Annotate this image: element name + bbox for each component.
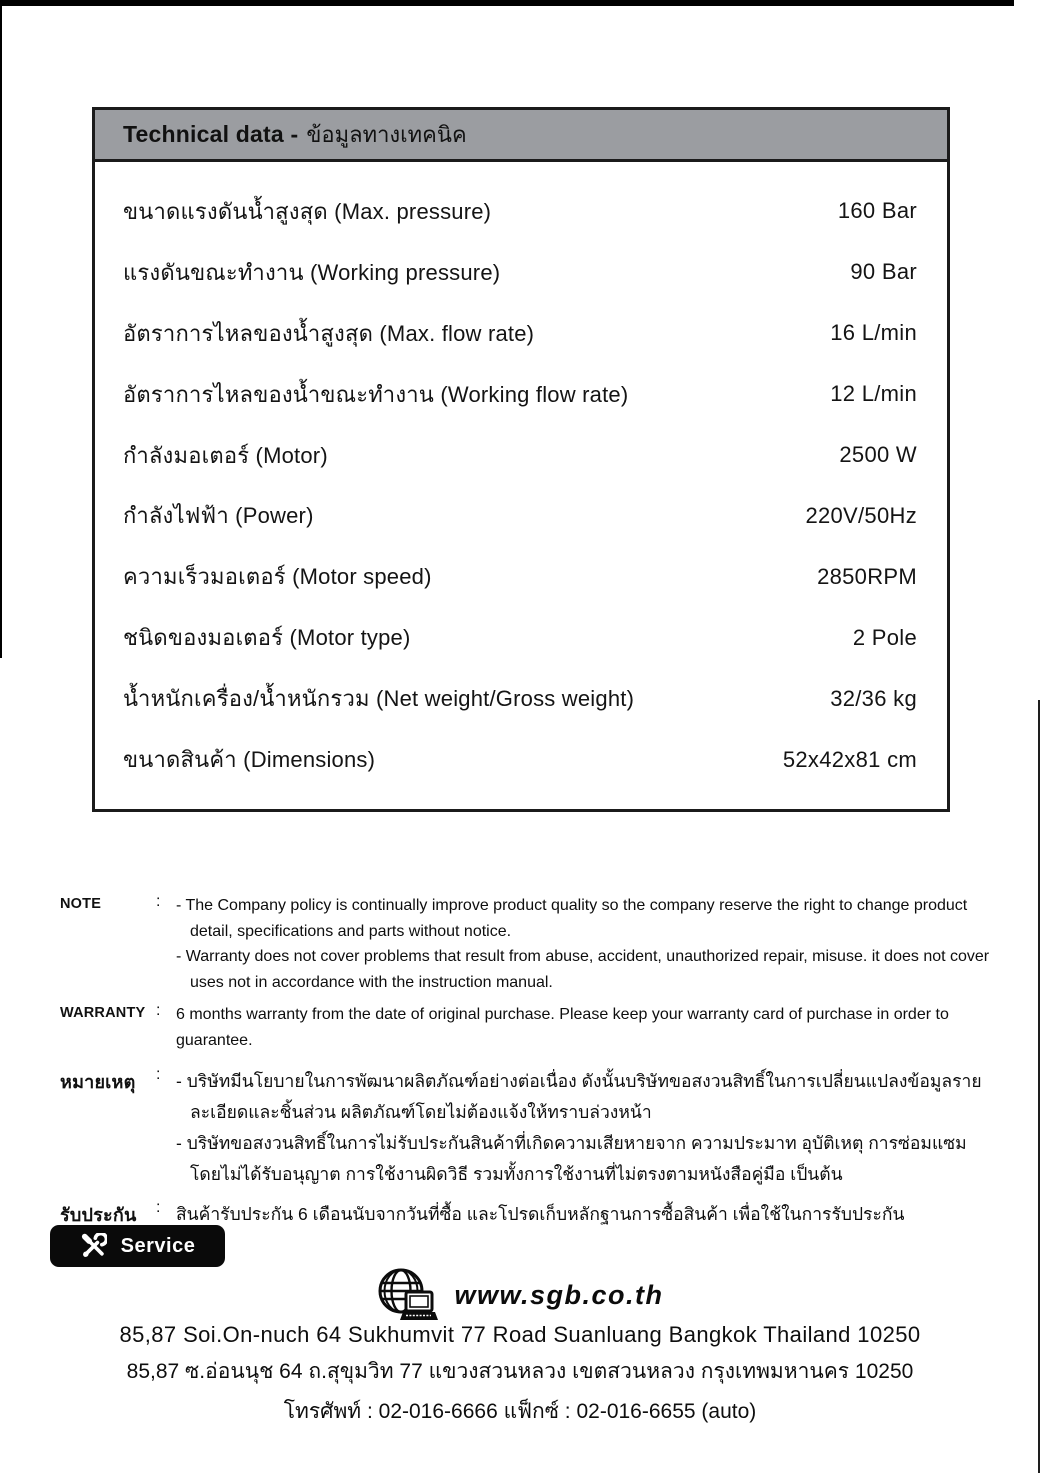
spec-row xyxy=(95,620,947,655)
note-label: NOTE xyxy=(60,896,102,912)
spec-value: 16 L/min xyxy=(830,320,917,346)
spec-row xyxy=(95,438,947,473)
spec-value: 52x42x81 cm xyxy=(782,746,917,772)
note-colon: : xyxy=(156,1066,161,1083)
note-body xyxy=(176,893,992,995)
note-line: 6 months warranty from the date of original purchase. Please keep your warranty card of purchase in order to guarantee. xyxy=(176,1006,949,1049)
phone-fax-line: โทรศัพท์ : 02-016-6666 แฟ็กซ์ : 02-016-6655 (auto) xyxy=(283,1400,757,1423)
spec-label: แรงดันขณะทำงาน (Working pressure) xyxy=(123,259,501,285)
note-body xyxy=(176,1199,992,1230)
scan-artifact-left xyxy=(0,0,2,658)
spec-value: 2 Pole xyxy=(852,624,917,650)
note-body xyxy=(176,1066,992,1190)
globe-laptop-icon xyxy=(376,1266,438,1324)
note-line: สินค้ารับประกัน 6 เดือนนับจากวันที่ซื้อ และโปรดเก็บหลักฐานการซื้อสินค้า เพื่อใช้ในการรับประกัน xyxy=(176,1204,905,1224)
service-label: Service xyxy=(120,1234,196,1257)
spec-label: ความเร็วมอเตอร์ (Motor speed) xyxy=(123,564,432,590)
note-line: - บริษัทขอสงวนสิทธิ์ในการไม่รับประกันสินค้าที่เกิดความเสียหายจาก ความประมาท อุบัติเหตุ การซ่อมแซมโดยไม่ได้รับอนุญาต การใช้งานผิดวิธี รวมทั้งการใช้งานที่ไม่ตรงตามหนังสือคู่มือ เป็นต้น xyxy=(176,1133,967,1184)
spec-row xyxy=(95,681,947,716)
website-row xyxy=(0,1266,1040,1324)
technical-data-box xyxy=(92,107,950,812)
spec-row xyxy=(95,498,947,533)
spec-row xyxy=(95,559,947,594)
spec-label: กำลังมอเตอร์ (Motor) xyxy=(123,442,328,468)
spec-row xyxy=(95,194,947,229)
spec-value: 90 Bar xyxy=(850,259,917,285)
note-line: - บริษัทมีนโยบายในการพัฒนาผลิตภัณฑ์อย่างต่อเนื่อง ดังนั้นบริษัทขอสงวนสิทธิ์ในการเปลี่ยนแปลงข้อมูลรายละเอียดและชิ้นส่วน ผลิตภัณฑ์โดยไม่ต้องแจ้งให้ทราบล่วงหน้า xyxy=(176,1071,982,1122)
note-line: - Warranty does not cover problems that result from abuse, accident, unauthorized repair, misuse. it does not cover uses not in accordance with the instruction manual. xyxy=(176,948,990,991)
notes-section xyxy=(60,893,992,1230)
note-label: หมายเหตุ xyxy=(60,1072,136,1092)
spec-row xyxy=(95,255,947,290)
spec-label: อัตราการไหลของน้ำขณะทำงาน (Working flow rate) xyxy=(123,381,629,407)
spec-row xyxy=(95,316,947,351)
service-badge xyxy=(50,1225,225,1267)
spec-label: ชนิดของมอเตอร์ (Motor type) xyxy=(123,625,411,651)
spec-value: 32/36 kg xyxy=(830,685,917,711)
spec-value: 12 L/min xyxy=(830,381,917,407)
note-label: รับประกัน xyxy=(60,1205,137,1225)
spec-value: 2500 W xyxy=(839,442,917,468)
spec-label: กำลังไฟฟ้า (Power) xyxy=(123,503,314,529)
note-row xyxy=(60,1066,992,1190)
page-title-en: Technical data - xyxy=(123,121,299,147)
spec-label: ขนาดสินค้า (Dimensions) xyxy=(123,747,376,773)
spec-label: อัตราการไหลของน้ำสูงสุด (Max. flow rate) xyxy=(123,320,535,346)
address-line-th: 85,87 ซ.อ่อนนุช 64 ถ.สุขุมวิท 77 แขวงสวนหลวง เขตสวนหลวง กรุงเทพมหานคร 10250 xyxy=(126,1360,914,1383)
address-block xyxy=(0,1322,1040,1428)
address-line-en: 85,87 Soi.On-nuch 64 Sukhumvit 77 Road Suanluang Bangkok Thailand 10250 xyxy=(119,1322,921,1347)
spec-table xyxy=(95,162,947,809)
scan-artifact-top xyxy=(0,0,1014,6)
spec-label: ขนาดแรงดันน้ำสูงสุด (Max. pressure) xyxy=(123,198,492,224)
spec-value: 220V/50Hz xyxy=(805,502,917,528)
note-row xyxy=(60,893,992,995)
technical-data-header xyxy=(95,110,947,162)
spec-label: น้ำหนักเครื่อง/น้ำหนักรวม (Net weight/Gross weight) xyxy=(123,686,635,712)
note-row xyxy=(60,1002,992,1053)
note-colon: : xyxy=(156,1199,161,1216)
spec-row xyxy=(95,742,947,777)
page-title-th: ข้อมูลทางเทคนิค xyxy=(306,122,467,147)
note-label: WARRANTY xyxy=(60,1005,146,1021)
wrench-screwdriver-icon xyxy=(80,1233,107,1260)
note-body xyxy=(176,1002,992,1053)
spec-value: 2850RPM xyxy=(817,563,917,589)
spec-value: 160 Bar xyxy=(837,198,917,224)
website-url: www.sgb.co.th xyxy=(454,1279,664,1310)
note-line: - The Company policy is continually improve product quality so the company reserve the right to change product detail, specifications and parts without notice. xyxy=(176,897,968,940)
note-colon: : xyxy=(156,1002,161,1019)
note-colon: : xyxy=(156,893,161,910)
spec-row xyxy=(95,377,947,412)
